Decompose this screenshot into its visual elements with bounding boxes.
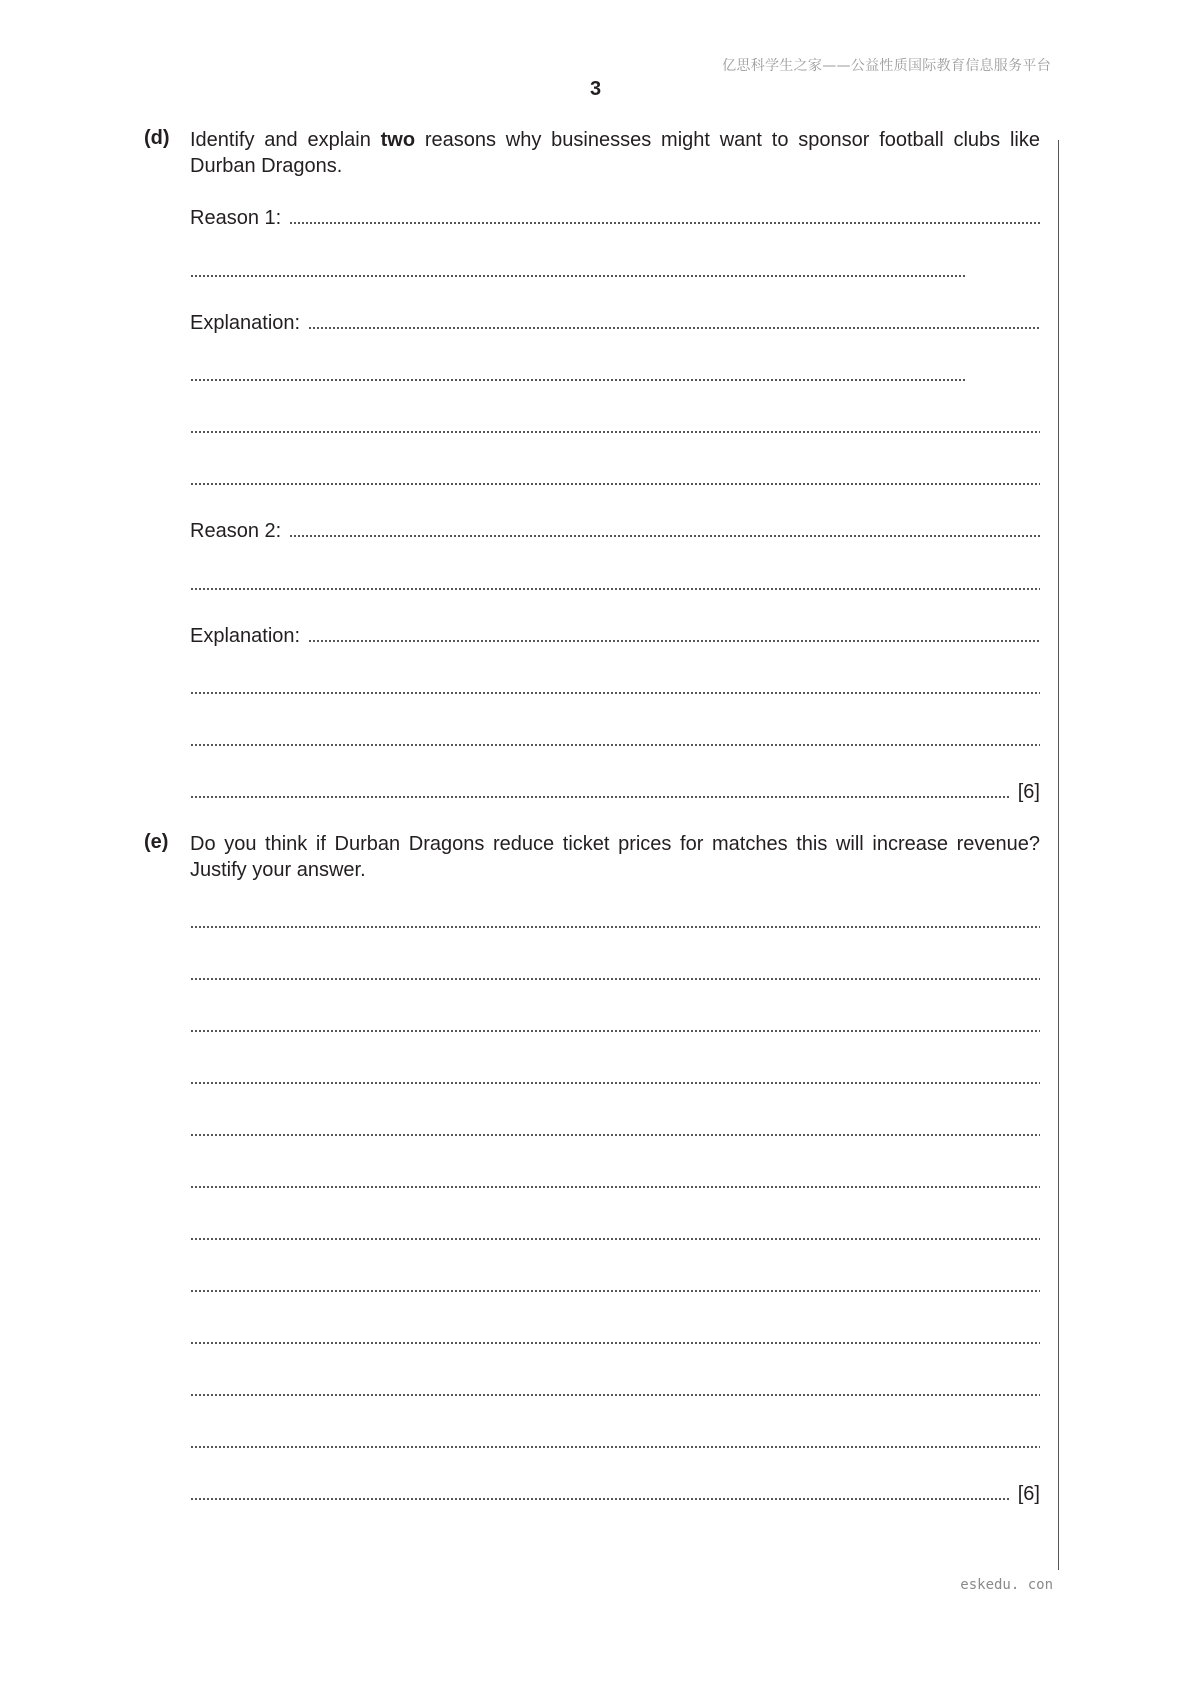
reason-2-continuation-line[interactable]: [190, 571, 1040, 597]
part-e-answer-line[interactable]: [190, 1273, 1040, 1299]
dotted-rule: [190, 924, 1040, 930]
part-e-answer-line[interactable]: [190, 1221, 1040, 1247]
dotted-rule: [190, 1080, 1040, 1086]
explanation-1-continuation-line[interactable]: [190, 362, 966, 388]
part-e-answer-line[interactable]: [190, 961, 1040, 987]
dotted-rule: [308, 638, 1040, 644]
part-e-answer-line[interactable]: [190, 1065, 1040, 1091]
dotted-rule: [190, 586, 1040, 592]
dotted-rule: [190, 1288, 1040, 1294]
dotted-rule: [289, 533, 1040, 539]
part-e-answer-line[interactable]: [190, 909, 1040, 935]
page-number: 3: [589, 78, 602, 100]
explanation-2-line[interactable]: [190, 623, 1040, 649]
reason-2-label: Reason 2:: [190, 520, 282, 542]
explanation-1-continuation-line[interactable]: [190, 466, 1040, 492]
dotted-rule: [190, 429, 1040, 435]
part-e-question: Do you think if Durban Dragons reduce ticket prices for matches this will increase revenue? Justify your answer.: [190, 833, 1040, 881]
dotted-rule: [190, 377, 966, 383]
dotted-rule: [190, 794, 1010, 800]
part-e-marks: [6]: [1017, 1483, 1040, 1505]
explanation-2-continuation-line[interactable]: [190, 727, 1040, 753]
part-d-question: [190, 127, 1040, 179]
dotted-rule: [190, 1392, 1040, 1398]
part-e-answer-line[interactable]: [190, 1169, 1040, 1195]
explanation-1-line[interactable]: [190, 310, 1040, 336]
dotted-rule: [190, 1444, 1040, 1450]
part-e-label: (e): [144, 831, 169, 853]
reason-2-line[interactable]: [190, 518, 1040, 544]
dotted-rule: [190, 976, 1040, 982]
reason-1-line[interactable]: [190, 205, 1040, 231]
footer-site-text: eskedu. con: [960, 1577, 1053, 1593]
explanation-2-final-line[interactable]: [190, 779, 1040, 805]
dotted-rule: [190, 742, 1040, 748]
dotted-rule: [190, 481, 1040, 487]
dotted-rule: [190, 1184, 1040, 1190]
explanation-2-continuation-line[interactable]: [190, 675, 1040, 701]
part-e-answer-line[interactable]: [190, 1013, 1040, 1039]
part-e-answer-line[interactable]: [190, 1325, 1040, 1351]
dotted-rule: [190, 273, 966, 279]
part-e-answer-line[interactable]: [190, 1117, 1040, 1143]
explanation-1-continuation-line[interactable]: [190, 414, 1040, 440]
reason-1-label: Reason 1:: [190, 207, 282, 229]
dotted-rule: [190, 1236, 1040, 1242]
part-d-question-start: Identify and explain: [190, 129, 381, 151]
part-d-marks: [6]: [1017, 781, 1040, 803]
dotted-rule: [190, 1028, 1040, 1034]
part-d-question-end: reasons why businesses might want to sponsor football clubs like Durban Dragons.: [190, 129, 1040, 177]
dotted-rule: [308, 325, 1040, 331]
watermark-text: 亿思科学生之家——公益性质国际教育信息服务平台: [722, 58, 1051, 74]
part-e-answer-line[interactable]: [190, 1377, 1040, 1403]
part-d-question-emphasis: two: [380, 129, 416, 151]
part-e-answer-line[interactable]: [190, 1429, 1040, 1455]
reason-1-continuation-line[interactable]: [190, 258, 966, 284]
margin-rule: [1058, 140, 1059, 1570]
part-e-final-line[interactable]: [190, 1481, 1040, 1507]
dotted-rule: [190, 1132, 1040, 1138]
dotted-rule: [190, 1496, 1010, 1502]
explanation-1-label: Explanation:: [190, 312, 301, 334]
part-d-label: (d): [144, 127, 170, 149]
dotted-rule: [190, 690, 1040, 696]
dotted-rule: [289, 220, 1040, 226]
dotted-rule: [190, 1340, 1040, 1346]
explanation-2-label: Explanation:: [190, 625, 301, 647]
